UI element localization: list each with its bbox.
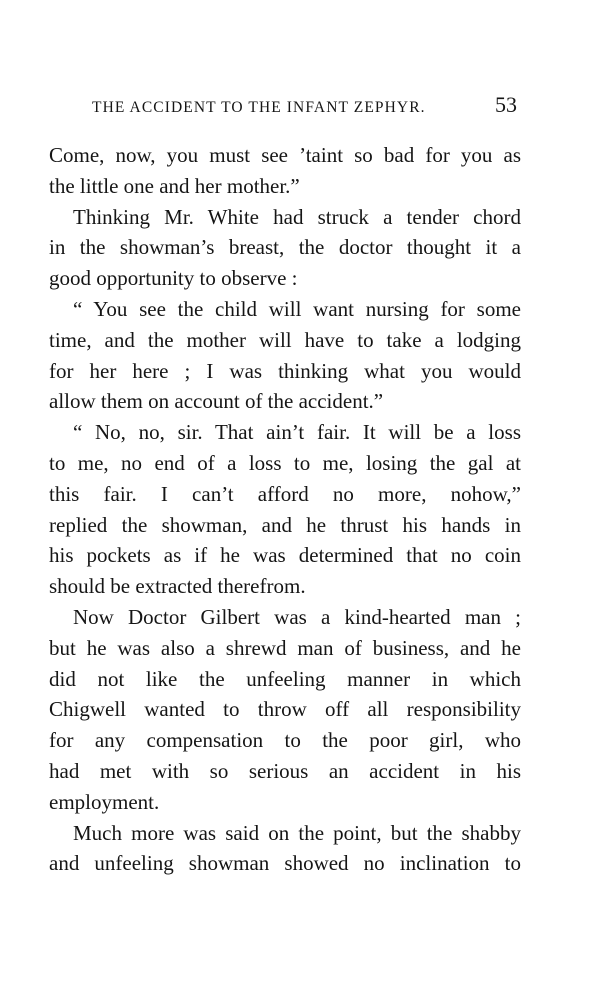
text-line: this fair. I can’t afford no more, nohow,” xyxy=(49,481,521,506)
text-line: Thinking Mr. White had struck a tender chord xyxy=(73,204,521,229)
text-line: and unfeeling showman showed no inclination to xyxy=(49,851,521,876)
text-line: had met with so serious an accident in his xyxy=(49,758,521,783)
text-line: allow them on account of the accident.” xyxy=(49,389,384,414)
text-line: “ No, no, sir. That ain’t fair. It will be a loss xyxy=(73,420,521,445)
text-line: did not like the unfeeling manner in which xyxy=(49,666,521,691)
text-line: in the showman’s breast, the doctor thought it a xyxy=(49,235,521,260)
text-line: the little one and her mother.” xyxy=(49,173,300,198)
text-line: replied the showman, and he thrust his hands in xyxy=(49,512,521,537)
text-line: employment. xyxy=(49,789,160,814)
text-line: but he was also a shrewd man of business, and he xyxy=(49,635,521,660)
text-line: should be extracted therefrom. xyxy=(49,574,306,599)
text-line: Come, now, you must see ’taint so bad for you as xyxy=(49,143,521,167)
text-line: for any compensation to the poor girl, who xyxy=(49,728,521,753)
text-line: Much more was said on the point, but the shabby xyxy=(73,820,521,845)
text-line: time, and the mother will have to take a lodging xyxy=(49,327,521,352)
text-line: “ You see the child will want nursing for some xyxy=(73,296,521,321)
text-line: for her here ; I was thinking what you would xyxy=(49,358,521,383)
text-line: Chigwell wanted to throw off all responsibility xyxy=(49,697,521,722)
running-head xyxy=(92,92,517,118)
text-line: Now Doctor Gilbert was a kind-hearted man ; xyxy=(73,604,521,629)
body-text xyxy=(49,140,521,879)
chapter-title: THE ACCIDENT TO THE INFANT ZEPHYR. xyxy=(92,99,426,116)
text-line: to me, no end of a loss to me, losing the gal at xyxy=(49,450,521,475)
text-line: his pockets as if he was determined that no coin xyxy=(49,543,521,568)
page-number: 53 xyxy=(495,92,517,117)
text-line: good opportunity to observe : xyxy=(49,266,298,291)
